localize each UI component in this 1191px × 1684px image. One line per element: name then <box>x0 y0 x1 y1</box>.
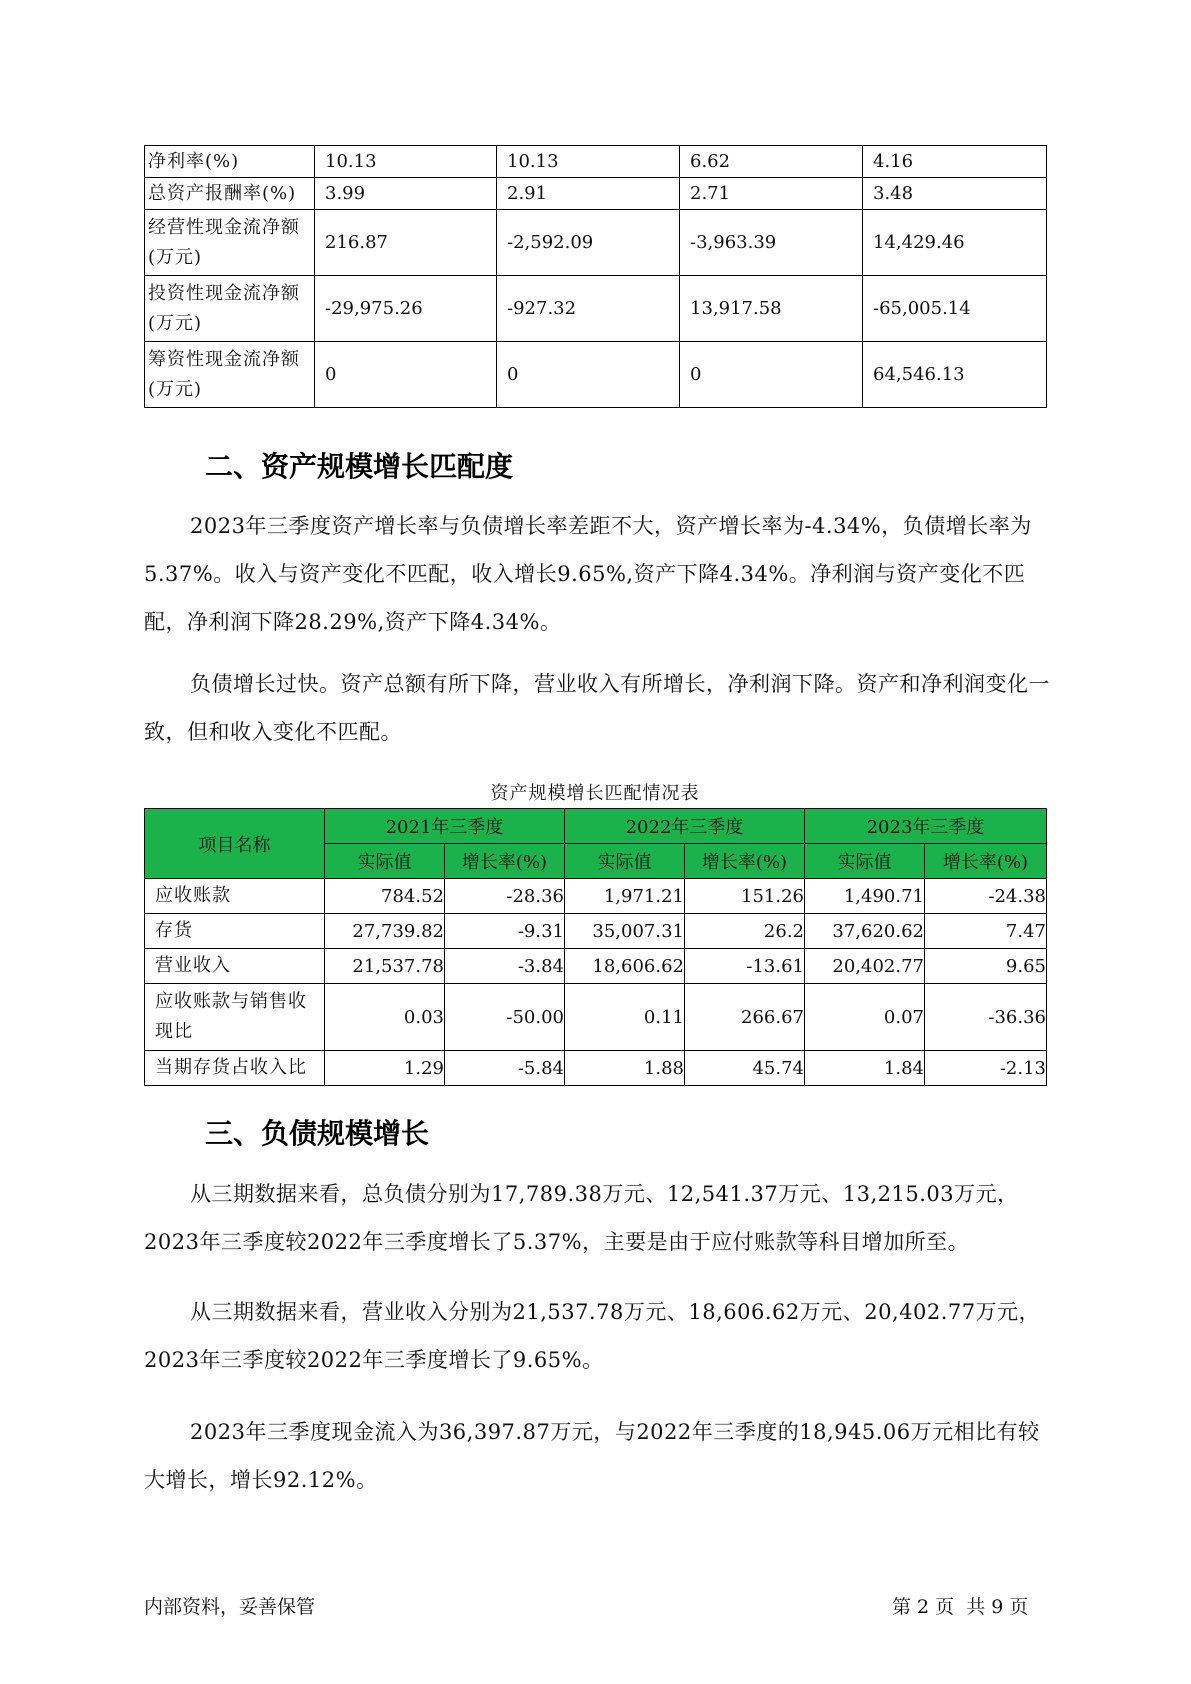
table-row <box>145 276 1047 342</box>
table-cell: -2.13 <box>925 1051 1047 1086</box>
table-cell: -927.32 <box>497 276 680 342</box>
table-cell: 45.74 <box>685 1051 805 1086</box>
table-cell: 151.26 <box>685 879 805 914</box>
table-cell: 9.65 <box>925 949 1047 984</box>
paragraph: 从三期数据来看，总负债分别为17,789.38万元、12,541.37万元、13,215.03万元，2023年三季度较2022年三季度增长了5.37%，主要是由于应付账款等科目增加所至。 <box>144 1182 1019 1254</box>
row-label: 存货 <box>145 914 325 949</box>
table-cell: 10.13 <box>497 146 680 178</box>
table-cell: 18,606.62 <box>565 949 685 984</box>
table-cell: -65,005.14 <box>863 276 1047 342</box>
table-row <box>145 342 1047 408</box>
period-header: 2022年三季度 <box>565 809 805 844</box>
row-label: 经营性现金流净额(万元) <box>145 210 315 276</box>
table-cell: 0.11 <box>565 984 685 1051</box>
table-cell: 20,402.77 <box>805 949 925 984</box>
table-cell: -3.84 <box>445 949 565 984</box>
table-cell: 4.16 <box>863 146 1047 178</box>
table-cell: -13.61 <box>685 949 805 984</box>
paragraph: 负债增长过快。资产总额有所下降，营业收入有所增长，净利润下降。资产和净利润变化一致，但和收入变化不匹配。 <box>144 672 1050 744</box>
table-cell: 35,007.31 <box>565 914 685 949</box>
column-header: 实际值 <box>565 844 685 879</box>
table-cell: 1.29 <box>325 1051 445 1086</box>
table-row <box>145 146 1047 178</box>
table-row <box>145 949 1047 984</box>
column-header: 实际值 <box>805 844 925 879</box>
table-cell: -3,963.39 <box>680 210 863 276</box>
table-row <box>145 210 1047 276</box>
table-cell: 7.47 <box>925 914 1047 949</box>
paragraph: 从三期数据来看，营业收入分别为21,537.78万元、18,606.62万元、20,402.77万元，2023年三季度较2022年三季度增长了9.65%。 <box>144 1300 1041 1372</box>
table-cell: 3.99 <box>315 178 497 210</box>
table-cell: 0.07 <box>805 984 925 1051</box>
paragraph: 2023年三季度现金流入为36,397.87万元，与2022年三季度的18,945.06万元相比有较大增长，增长92.12%。 <box>144 1420 1040 1492</box>
table-cell: -29,975.26 <box>315 276 497 342</box>
table-cell: -9.31 <box>445 914 565 949</box>
table-caption: 资产规模增长匹配情况表 <box>490 783 700 804</box>
table-cell: 0.03 <box>325 984 445 1051</box>
table-cell: 13,917.58 <box>680 276 863 342</box>
table-row <box>145 1051 1047 1086</box>
table-row <box>145 984 1047 1051</box>
table-cell: 2.71 <box>680 178 863 210</box>
table-cell: 0 <box>497 342 680 408</box>
period-header: 2021年三季度 <box>325 809 565 844</box>
column-header: 增长率(%) <box>445 844 565 879</box>
table-row <box>145 914 1047 949</box>
table-cell: 1,490.71 <box>805 879 925 914</box>
table-cell: 10.13 <box>315 146 497 178</box>
row-label: 当期存货占收入比 <box>145 1051 325 1086</box>
row-label: 投资性现金流净额(万元) <box>145 276 315 342</box>
table-cell: 21,537.78 <box>325 949 445 984</box>
row-label: 净利率(%) <box>145 146 315 178</box>
table-cell: 64,546.13 <box>863 342 1047 408</box>
table-cell: 2.91 <box>497 178 680 210</box>
table-cell: -5.84 <box>445 1051 565 1086</box>
table-cell: 14,429.46 <box>863 210 1047 276</box>
row-label: 筹资性现金流净额(万元) <box>145 342 315 408</box>
table-cell: 3.48 <box>863 178 1047 210</box>
column-header: 实际值 <box>325 844 445 879</box>
footer-page-number: 第 2 页 共 9 页 <box>892 1596 1029 1618</box>
column-header: 增长率(%) <box>925 844 1047 879</box>
table-cell: -50.00 <box>445 984 565 1051</box>
table-cell: 0 <box>680 342 863 408</box>
asset-growth-table <box>144 808 1047 1086</box>
period-header: 2023年三季度 <box>805 809 1047 844</box>
paragraph: 2023年三季度资产增长率与负债增长率差距不大，资产增长率为-4.34%，负债增长率为5.37%。收入与资产变化不匹配，收入增长9.65%,资产下降4.34%。净利润与资产变化不匹配，净利润下降28.29%,资产下降4.34%。 <box>144 514 1032 634</box>
table-cell: 784.52 <box>325 879 445 914</box>
table-cell: 1,971.21 <box>565 879 685 914</box>
table-cell: 266.67 <box>685 984 805 1051</box>
table-cell: 1.84 <box>805 1051 925 1086</box>
row-label: 总资产报酬率(%) <box>145 178 315 210</box>
table-cell: 216.87 <box>315 210 497 276</box>
table-cell: -36.36 <box>925 984 1047 1051</box>
table-cell: -28.36 <box>445 879 565 914</box>
footer-confidential-note: 内部资料，妥善保管 <box>144 1596 316 1618</box>
table-cell: 27,739.82 <box>325 914 445 949</box>
column-header: 项目名称 <box>145 809 325 879</box>
indicators-table <box>144 145 1047 408</box>
table-cell: -2,592.09 <box>497 210 680 276</box>
table-cell: 37,620.62 <box>805 914 925 949</box>
table-row <box>145 879 1047 914</box>
table-cell: -24.38 <box>925 879 1047 914</box>
row-label: 营业收入 <box>145 949 325 984</box>
row-label: 应收账款与销售收现比 <box>145 984 325 1051</box>
table-header-row <box>145 809 1047 844</box>
table-cell: 0 <box>315 342 497 408</box>
column-header: 增长率(%) <box>685 844 805 879</box>
table-row <box>145 178 1047 210</box>
row-label: 应收账款 <box>145 879 325 914</box>
table-cell: 6.62 <box>680 146 863 178</box>
section-heading: 三、负债规模增长 <box>205 1117 430 1150</box>
table-cell: 1.88 <box>565 1051 685 1086</box>
section-heading: 二、资产规模增长匹配度 <box>205 450 514 483</box>
table-cell: 26.2 <box>685 914 805 949</box>
